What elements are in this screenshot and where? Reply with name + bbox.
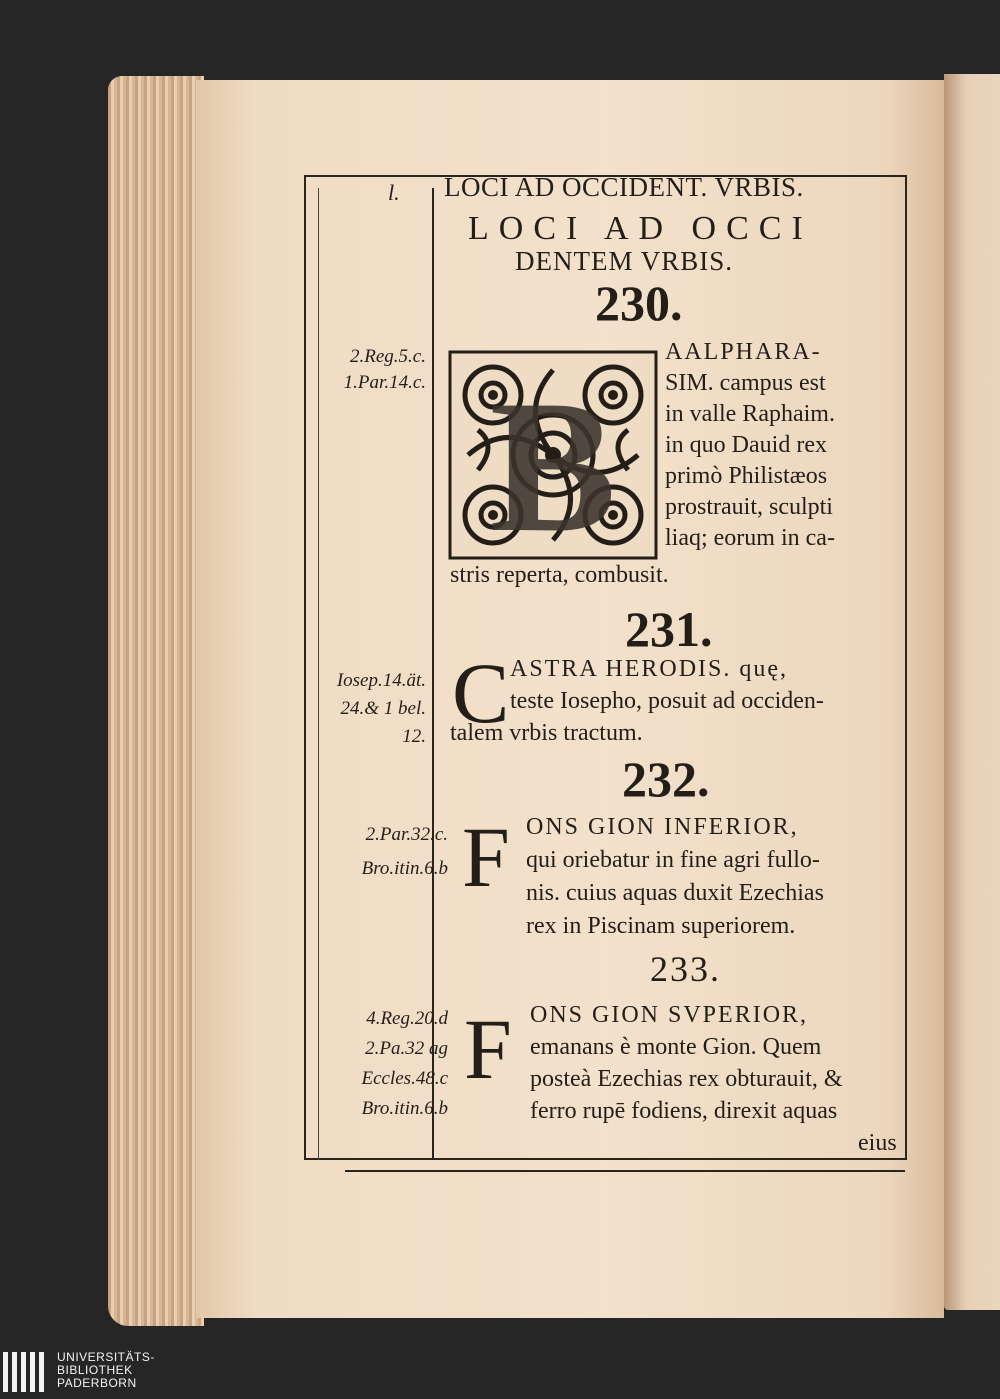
entry-233-line4: ferro rupē fodiens, direxit aquas <box>530 1098 838 1124</box>
logo-line1: UNIVERSITÄTS- <box>57 1350 155 1364</box>
margin-ref: 12. <box>402 726 426 747</box>
bottom-rule <box>345 1170 905 1172</box>
entry-232-line2: qui oriebatur in fine agri fullo- <box>526 847 820 873</box>
entry-233-line1: ONS GION SVPERIOR, <box>530 1002 809 1028</box>
entry-232-line3: nis. cuius aquas duxit Ezechias <box>526 880 824 906</box>
margin-ref: Bro.itin.6.b <box>361 1098 448 1119</box>
entry-232-line1: ONS GION INFERIOR, <box>526 814 799 840</box>
ornament-icon <box>448 350 658 560</box>
dropcap-f-2: F <box>464 1001 512 1097</box>
entry-231-line3: talem vrbis tractum. <box>450 720 643 746</box>
entry-230-line7: liaq; eorum in ca- <box>665 525 835 551</box>
dropcap-f: F <box>462 809 510 905</box>
right-page-edge <box>944 74 1000 1310</box>
library-logo-text <box>57 1351 155 1390</box>
entry-233-line3: posteà Ezechias rex obturauit, & <box>530 1066 843 1092</box>
entry-233-line5: eius <box>858 1130 897 1156</box>
entry-230-line2: SIM. campus est <box>665 370 826 396</box>
folio-mark: l. <box>388 180 400 205</box>
entry-number-231: 231. <box>625 601 713 657</box>
entry-230-line4: in quo Dauid rex <box>665 432 827 458</box>
section-title-line1: LOCI AD OCCI <box>468 210 813 247</box>
margin-ref: Iosep.14.ät. <box>336 670 426 691</box>
margin-ref: Bro.itin.6.b <box>361 858 448 879</box>
margin-ref: 2.Par.32.c. <box>365 824 448 845</box>
entry-number-230: 230. <box>595 275 683 331</box>
entry-230-line3: in valle Raphaim. <box>665 401 835 427</box>
margin-ref: 2.Reg.5.c. <box>350 346 426 367</box>
logo-line2: BIBLIOTHEK <box>57 1363 133 1377</box>
running-head: LOCI AD OCCIDENT. VRBIS. <box>444 172 804 202</box>
ornamental-initial-b <box>448 350 658 560</box>
margin-ref: 24.& 1 bel. <box>340 698 426 719</box>
library-logo-icon <box>0 1346 56 1399</box>
entry-number-232: 232. <box>622 751 710 807</box>
margin-ref: 2.Pa.32 ag <box>365 1038 448 1059</box>
entry-230-line8: stris reperta, combusit. <box>450 562 669 588</box>
entry-231-line2: teste Iosepho, posuit ad occiden- <box>510 688 824 714</box>
margin-ref: Eccles.48.c <box>361 1068 448 1089</box>
page-edges <box>108 76 204 1326</box>
entry-number-233: 233. <box>650 949 721 989</box>
entry-232-line4: rex in Piscinam superiorem. <box>526 913 796 939</box>
dropcap-c: C <box>452 645 510 741</box>
section-title-line2: DENTEM VRBIS. <box>515 246 734 276</box>
svg-text:B: B <box>489 362 617 560</box>
entry-230-line1: AALPHARA- <box>665 339 822 365</box>
logo-line3: PADERBORN <box>57 1376 137 1390</box>
entry-230-line6: prostrauit, sculpti <box>665 494 833 520</box>
margin-ref: 1.Par.14.c. <box>343 372 426 393</box>
entry-230-line5: primò Philistæos <box>665 463 828 489</box>
margin-ref: 4.Reg.20.d <box>366 1008 448 1029</box>
entry-231-line1: ASTRA HERODIS. quę, <box>510 656 789 682</box>
entry-233-line2: emanans è monte Gion. Quem <box>530 1034 822 1060</box>
